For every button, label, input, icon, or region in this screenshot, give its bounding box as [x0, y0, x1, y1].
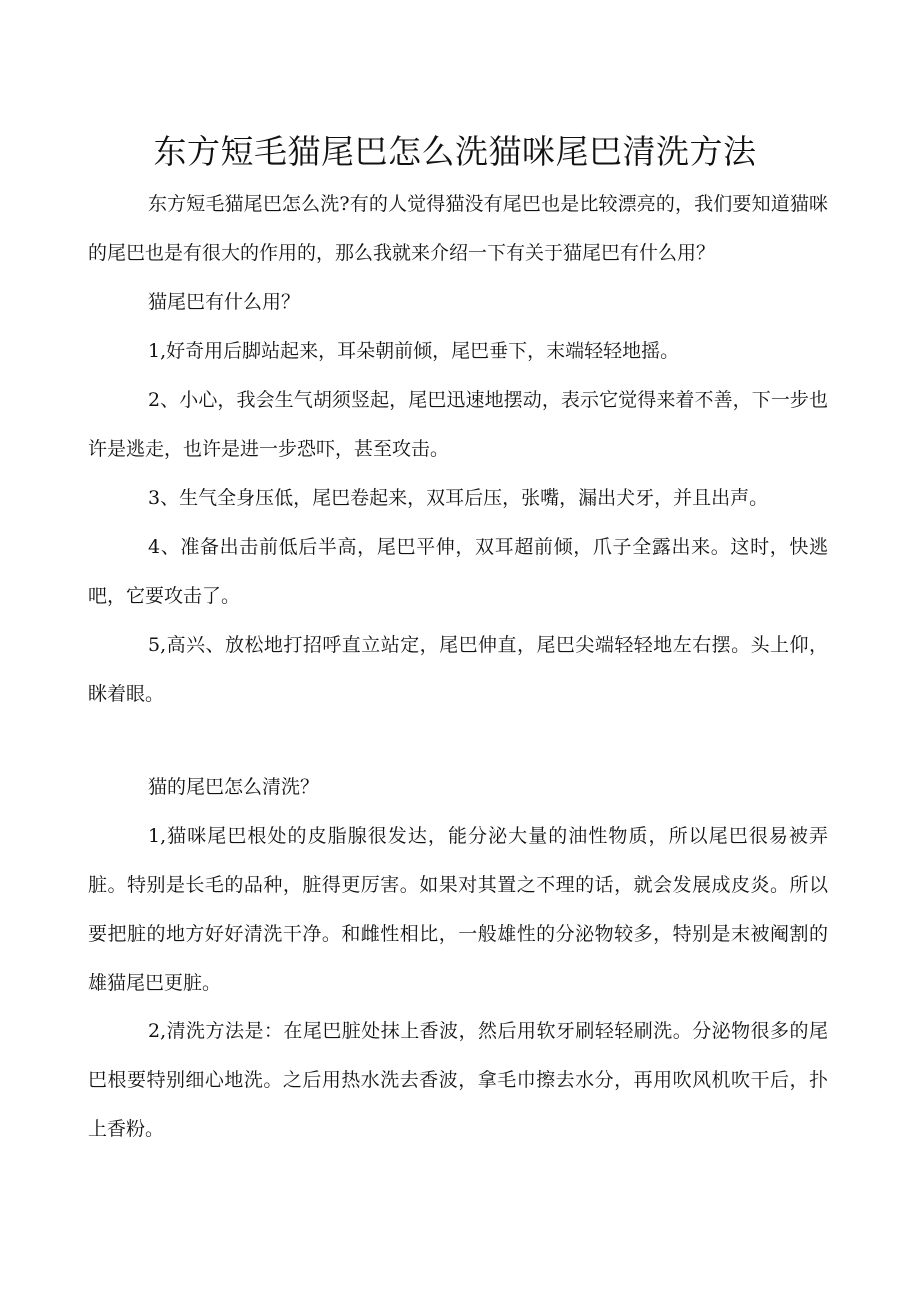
list-item-1: 1,好奇用后脚站起来，耳朵朝前倾，尾巴垂下，末端轻轻地摇。	[148, 340, 680, 362]
list-item-2: 2、小心，我会生气胡须竖起，尾巴迅速地摆动，表示它觉得来着不善，下一步也许是逃走，也许是进一步恐吓，甚至攻击。	[88, 389, 828, 460]
section-heading-cleaning: 猫的尾巴怎么清洗？	[148, 776, 320, 798]
intro-paragraph: 东方短毛猫尾巴怎么洗?有的人觉得猫没有尾巴也是比较漂亮的，我们要知道猫咪的尾巴也是有很大的作用的，那么我就来介绍一下有关于猫尾巴有什么用？	[88, 193, 828, 264]
cleaning-item-2: 2,清洗方法是：在尾巴脏处抹上香波，然后用软牙刷轻轻刷洗。分泌物很多的尾巴根要特别细心地洗。之后用热水洗去香波，拿毛巾擦去水分，再用吹风机吹干后，扑上香粉。	[88, 1020, 828, 1140]
cleaning-item-1: 1,猫咪尾巴根处的皮脂腺很发达，能分泌大量的油性物质，所以尾巴很易被弄脏。特别是长毛的品种，脏得更厉害。如果对其置之不理的话，就会发展成皮炎。所以要把脏的地方好好清洗干净。和雌性相比，一般雄性的分泌物较多，特别是末被阉割的雄猫尾巴更脏。	[88, 825, 828, 994]
list-item-4: 4、准备出击前低后半高，尾巴平伸，双耳超前倾，爪子全露出来。这时，快逃吧，它要攻击了。	[88, 536, 828, 607]
document-title: 东方短毛猫尾巴怎么洗猫咪尾巴清洗方法	[153, 132, 757, 171]
section-heading-tail-use: 猫尾巴有什么用？	[148, 291, 301, 313]
list-item-3: 3、生气全身压低，尾巴卷起来，双耳后压，张嘴，漏出犬牙，并且出声。	[148, 487, 769, 509]
list-item-5: 5,高兴、放松地打招呼直立站定，尾巴伸直，尾巴尖端轻轻地左右摆。头上仰，眯着眼。	[88, 634, 828, 705]
